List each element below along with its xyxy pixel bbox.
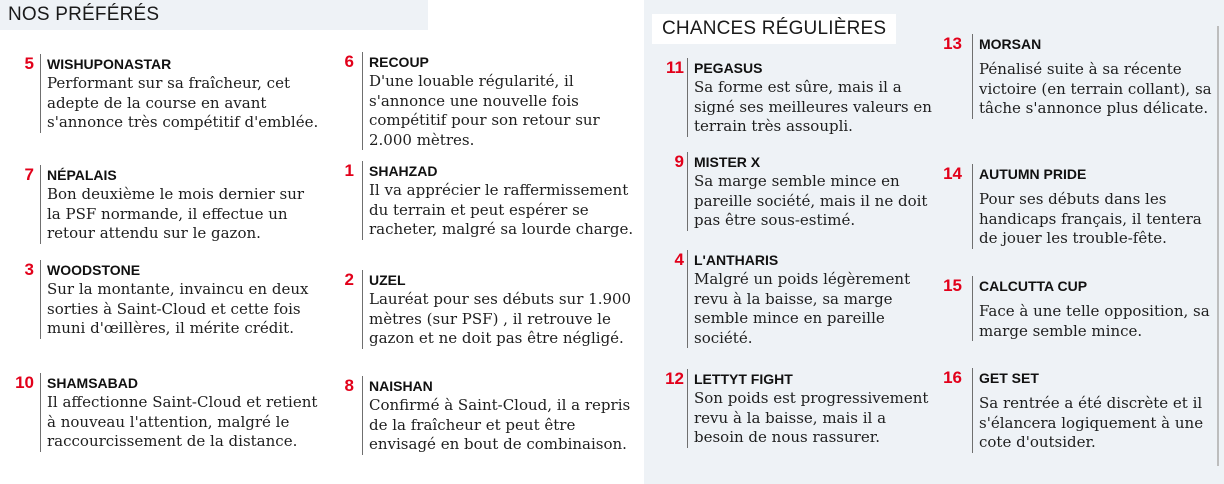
horse-number: 2 <box>344 270 354 289</box>
horse-description: Face à une telle opposition, sa marge semble mince. <box>979 302 1210 340</box>
horse-number: 1 <box>344 161 354 180</box>
horse-description: Sa forme est sûre, mais il a signé ses meilleures valeurs en terrain très assoupli. <box>694 78 932 135</box>
horse-description: Son poids est progressivement revu à la baisse, mais il a besoin de nous rassurer. <box>694 389 929 446</box>
horse-number: 7 <box>24 165 34 184</box>
horse-entry-body <box>362 376 643 455</box>
section-title-chances-regulieres: CHANCES RÉGULIÈRES <box>652 14 896 44</box>
horse-entry-body <box>40 165 319 244</box>
horse-entry-body <box>972 164 1219 249</box>
horse-number: 14 <box>943 164 962 183</box>
horse-entry-body <box>40 54 319 133</box>
horse-number: 4 <box>674 250 684 269</box>
horse-description: Il va apprécier le raffermissement du terrain et peut espérer se racheter, malgré sa lourde charge. <box>369 181 634 238</box>
horse-entry-body <box>972 34 1219 119</box>
section-title-nos-preferes: NOS PRÉFÉRÉS <box>0 0 428 30</box>
horse-entry-body <box>362 270 643 349</box>
horse-name: WISHUPONASTAR <box>47 56 172 72</box>
horse-name: RECOUP <box>369 54 429 70</box>
horse-name: AUTUMN PRIDE <box>979 166 1087 182</box>
horse-number: 16 <box>943 368 962 387</box>
horse-entry-body <box>687 250 932 348</box>
horse-name: L'ANTHARIS <box>694 252 779 268</box>
horse-name: PEGASUS <box>694 60 763 76</box>
horse-description: Pénalisé suite à sa récente victoire (en terrain collant), sa tâche s'annonce plus délicate. <box>979 60 1212 117</box>
horse-name: SHAHZAD <box>369 163 438 179</box>
horse-name: CALCUTTA CUP <box>979 278 1088 294</box>
horse-number: 15 <box>943 276 962 295</box>
horse-entry-body <box>972 368 1219 453</box>
horse-name: SHAMSABAD <box>47 375 138 391</box>
horse-name: WOODSTONE <box>47 262 141 278</box>
horse-name: NAISHAN <box>369 378 433 394</box>
horse-entry-body <box>687 152 932 231</box>
horse-number: 10 <box>15 373 34 392</box>
horse-entry-body <box>362 52 643 150</box>
horse-description: Sur la montante, invaincu en deux sorties à Saint-Cloud et cette fois muni d'œillères, il mérite crédit. <box>47 280 309 337</box>
horse-number: 3 <box>24 260 34 279</box>
horse-description: Sa rentrée a été discrète et il s'élancera logiquement à une cote d'outsider. <box>979 394 1204 451</box>
horse-name: GET SET <box>979 370 1039 386</box>
horse-number: 12 <box>665 369 684 388</box>
horse-name: MORSAN <box>979 36 1042 52</box>
horse-number: 9 <box>674 152 684 171</box>
horse-number: 8 <box>344 376 354 395</box>
horse-entry-body <box>687 58 932 137</box>
horse-entry-body <box>972 276 1219 341</box>
horse-description: Pour ses débuts dans les handicaps français, il tentera de jouer les trouble-fête. <box>979 190 1202 247</box>
horse-number: 13 <box>943 34 962 53</box>
horse-name: UZEL <box>369 272 406 288</box>
horse-name: NÉPALAIS <box>47 167 117 183</box>
horse-description: Malgré un poids légèrement revu à la baisse, sa marge semble mince en pareille société. <box>694 270 911 347</box>
horse-description: Bon deuxième le mois dernier sur la PSF normande, il effectue un retour attendu sur le gazon. <box>47 185 305 242</box>
horse-description: Il affectionne Saint-Cloud et retient à nouveau l'attention, malgré le raccourcissement de la distance. <box>47 393 318 450</box>
horse-description: Performant sur sa fraîcheur, cet adepte de la course en avant s'annonce très compétitif d'emblée. <box>47 74 319 131</box>
horse-number: 5 <box>24 54 34 73</box>
horse-entry-body <box>687 369 932 448</box>
horse-description: Lauréat pour ses débuts sur 1.900 mètres (sur PSF) , il retrouve le gazon et ne doit pas être négligé. <box>369 290 632 347</box>
horse-number: 11 <box>666 58 684 77</box>
horse-entry-body <box>40 260 319 339</box>
horse-description: Sa marge semble mince en pareille société, mais il ne doit pas être sous-estimé. <box>694 172 928 229</box>
horse-name: LETTYT FIGHT <box>694 371 793 387</box>
horse-entry-body <box>40 373 319 452</box>
horse-description: Confirmé à Saint-Cloud, il a repris de la fraîcheur et peut être envisagé en bout de combinaison. <box>369 396 631 453</box>
horse-name: MISTER X <box>694 154 761 170</box>
horse-number: 6 <box>344 52 354 71</box>
horse-entry-body <box>362 161 643 240</box>
horse-description: D'une louable régularité, il s'annonce une nouvelle fois compétitif pour son retour sur 2.000 mètres. <box>369 72 600 149</box>
